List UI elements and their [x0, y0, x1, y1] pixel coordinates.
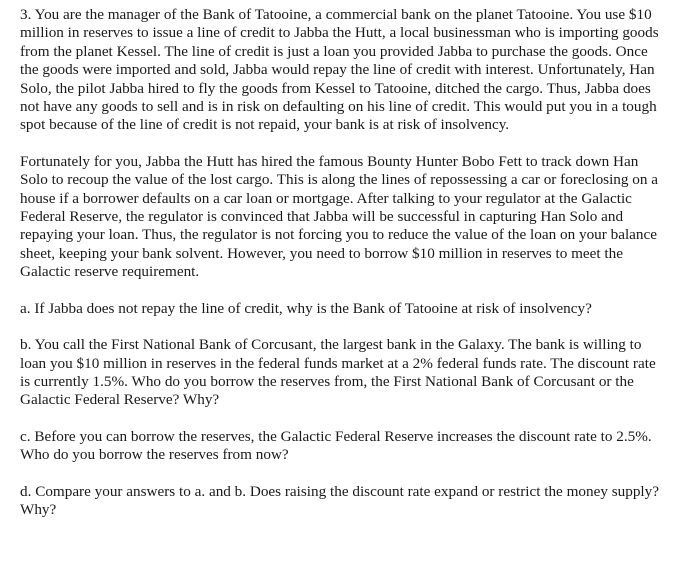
- question-b: b. You call the First National Bank of Corcusant, the largest bank in the Galaxy. The bank is willing to loan you $10 million in reserves in the federal funds market at a 2% federal funds rate. The discount rate is currently 1.5%. Who do you borrow the reserves from, the First National Bank of Corcusant or the Galactic Federal Reserve? Why?: [20, 336, 656, 409]
- question-c: c. Before you can borrow the reserves, the Galactic Federal Reserve increases the discount rate to 2.5%. Who do you borrow the reserves from now?: [20, 427, 652, 464]
- intro-paragraph: [20, 6, 660, 135]
- question-a: a. If Jabba does not repay the line of credit, why is the Bank of Tatooine at risk of insolvency?: [20, 299, 592, 317]
- question-d: d. Compare your answers to a. and b. Does raising the discount rate expand or restrict the money supply? Why?: [20, 482, 659, 518]
- problem-number: 3.: [20, 6, 32, 23]
- document-body: [20, 6, 660, 519]
- intro-text: You are the manager of the Bank of Tatooine, a commercial bank on the planet Tatooine. You use $10 million in reserves to issue a line of credit to Jabba the Hutt, a local businessman who is importing goods from the planet Kessel. The line of credit is just a loan you provided Jabba to purchase the goods. Once the goods were imported and sold, Jabba would repay the line of credit with interest. Unfortunately, Han Solo, the pilot Jabba hired to fly the goods from Kessel to Tatooine, ditched the cargo. Thus, Jabba does not have any goods to sell and is in risk on defaulting on his line of credit. This would put you in a tough spot because of the line of credit is not repaid, your bank is at risk of insolvency.: [20, 6, 659, 134]
- context-paragraph: Fortunately for you, Jabba the Hutt has hired the famous Bounty Hunter Bobo Fett to track down Han Solo to recoup the value of the lost cargo. This is along the lines of repossessing a car or foreclosing on a house if a borrower defaults on a car loan or mortgage. After talking to your regulator at the Galactic Federal Reserve, the regulator is convinced that Jabba will be successful in capturing Han Solo and repaying your loan. Thus, the regulator is not forcing you to reduce the value of the loan on your balance sheet, keeping your bank solvent. However, you need to borrow $10 million in reserves to meet the Galactic reserve requirement.: [20, 152, 659, 281]
